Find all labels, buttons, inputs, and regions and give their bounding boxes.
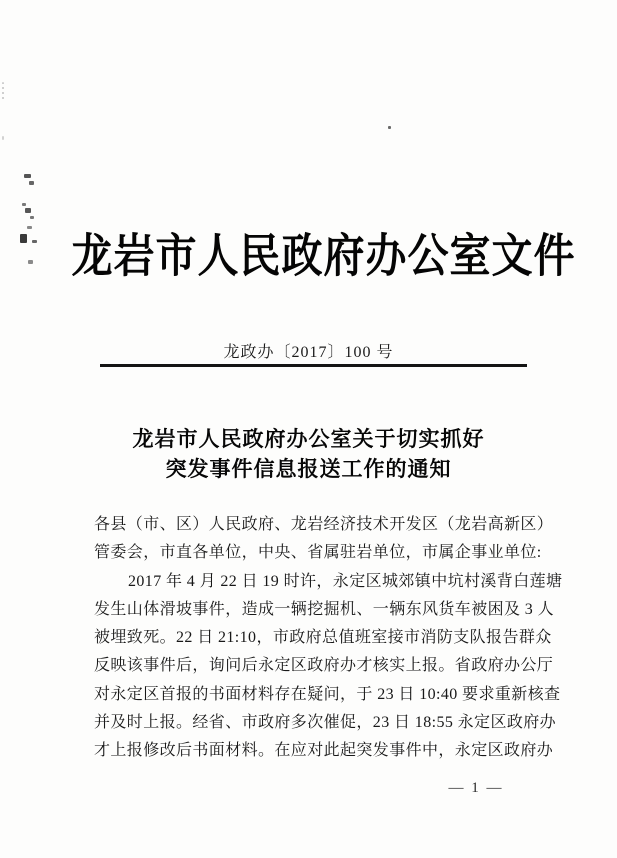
- document-title-line-2: 突发事件信息报送工作的通知: [165, 457, 452, 481]
- scan-artifact: [20, 234, 27, 243]
- body-line: 被埋致死。22 日 21:10，市政府总值班室接市消防支队报告群众: [94, 629, 552, 647]
- document-body: [94, 511, 563, 766]
- document-number: 龙政办〔2017〕100 号: [223, 344, 394, 361]
- body-line: 对永定区首报的书面材料存在疑问，于 23 日 10:40 要求重新核查: [94, 685, 561, 703]
- scan-artifact: [388, 126, 391, 129]
- letterhead-title: 龙岩市人民政府办公室文件: [71, 230, 576, 282]
- page-number: — 1 —: [448, 780, 504, 796]
- scan-artifact: [29, 181, 34, 185]
- body-line-recipients-2: 管委会，市直各单位，中央、省属驻岩单位，市属企事业单位:: [94, 544, 542, 562]
- body-line-recipients-1: 各县（市、区）人民政府、龙岩经济技术开发区（龙岩高新区）: [94, 516, 554, 533]
- body-line: 反映该事件后，询问后永定区政府办才核实上报。省政府办公厅: [94, 657, 554, 675]
- letterhead-divider-rule: [100, 364, 527, 367]
- scan-artifact: [25, 208, 31, 213]
- scan-artifact: [2, 136, 4, 140]
- document-title-line-1: 龙岩市人民政府办公室关于切实抓好: [132, 427, 485, 451]
- body-line-paragraph-start: 2017 年 4 月 22 日 19 时许，永定区城郊镇中坑村溪背白莲塘: [128, 572, 563, 590]
- scan-artifact: [24, 174, 31, 178]
- body-line: 并及时上报。经省、市政府多次催促，23 日 18:55 永定区政府办: [94, 714, 557, 732]
- body-line: 发生山体滑坡事件，造成一辆挖掘机、一辆东风货车被困及 3 人: [94, 600, 555, 618]
- document-title: [0, 424, 617, 484]
- scan-artifact: [22, 203, 26, 206]
- body-line: 才上报修改后书面材料。在应对此起突发事件中，永定区政府办: [94, 742, 554, 760]
- scan-artifact: [2, 82, 4, 100]
